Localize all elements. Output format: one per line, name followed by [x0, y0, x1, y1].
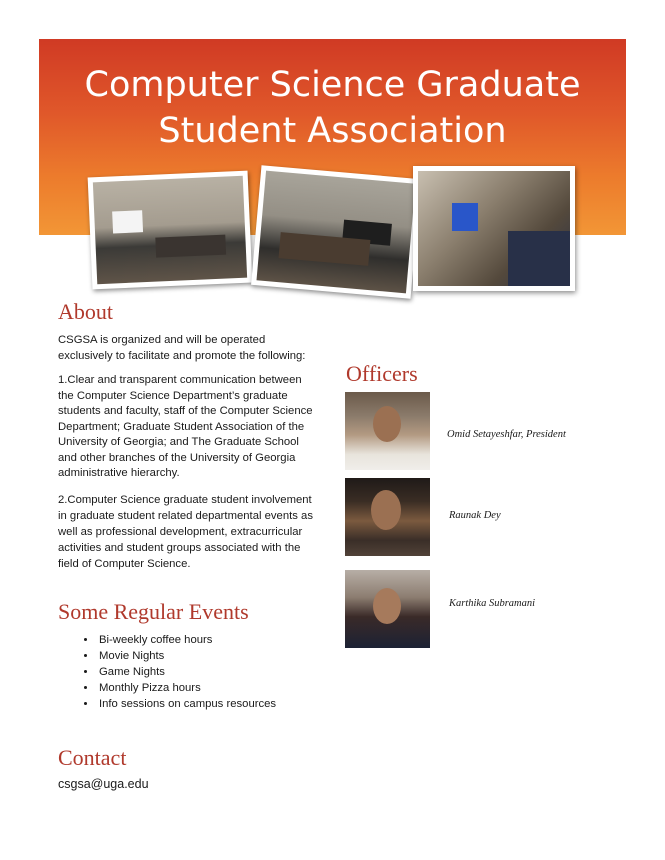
events-list — [58, 632, 276, 712]
photo-classroom — [88, 171, 253, 290]
title-line-1: Computer Science Graduate — [84, 65, 581, 105]
list-item: • Movie Nights — [97, 648, 276, 664]
connect-four-game-photo — [418, 171, 570, 286]
officer-name-2: Raunak Dey — [449, 510, 501, 521]
list-item: • Info sessions on campus resources — [97, 696, 276, 712]
photo-gathering — [251, 165, 421, 298]
officer-name-3: Karthika Subramani — [449, 598, 536, 609]
officer-photo-3 — [345, 570, 430, 648]
photo-game — [413, 166, 575, 291]
events-heading: Some Regular Events — [58, 599, 249, 624]
list-item: • Bi-weekly coffee hours — [97, 632, 276, 648]
list-item: • Monthly Pizza hours — [97, 680, 276, 696]
list-item: • Game Nights — [97, 664, 276, 680]
about-heading: About — [58, 299, 113, 324]
about-point-2: 2.Computer Science graduate student involvement in graduate student related departmental events as well as professional development, extracurricular activities and student groups associated with the field of Computer Science. — [58, 494, 313, 570]
page-title — [39, 62, 626, 154]
contact-email-link[interactable]: csgsa@uga.edu — [58, 777, 149, 791]
officer-photo-2 — [345, 478, 430, 556]
officer-name-1: Omid Setayeshfar, President — [447, 429, 566, 440]
classroom-meeting-photo — [93, 176, 247, 284]
contact-heading: Contact — [58, 745, 127, 770]
about-point-1: 1.Clear and transparent communication between the Computer Science Department’s graduate students and faculty, staff of the Computer Science Department; Graduate Student Association of the University of Georgia; and The Graduate School and other branches of the University of Georgia administrative hierarchy. — [58, 374, 313, 479]
officer-photo-1 — [345, 392, 430, 470]
about-intro: CSGSA is organized and will be operated exclusively to facilitate and promote the following: — [58, 334, 306, 362]
title-line-2: Student Association — [158, 111, 507, 151]
officers-heading: Officers — [346, 361, 418, 386]
student-gathering-photo — [256, 171, 415, 294]
